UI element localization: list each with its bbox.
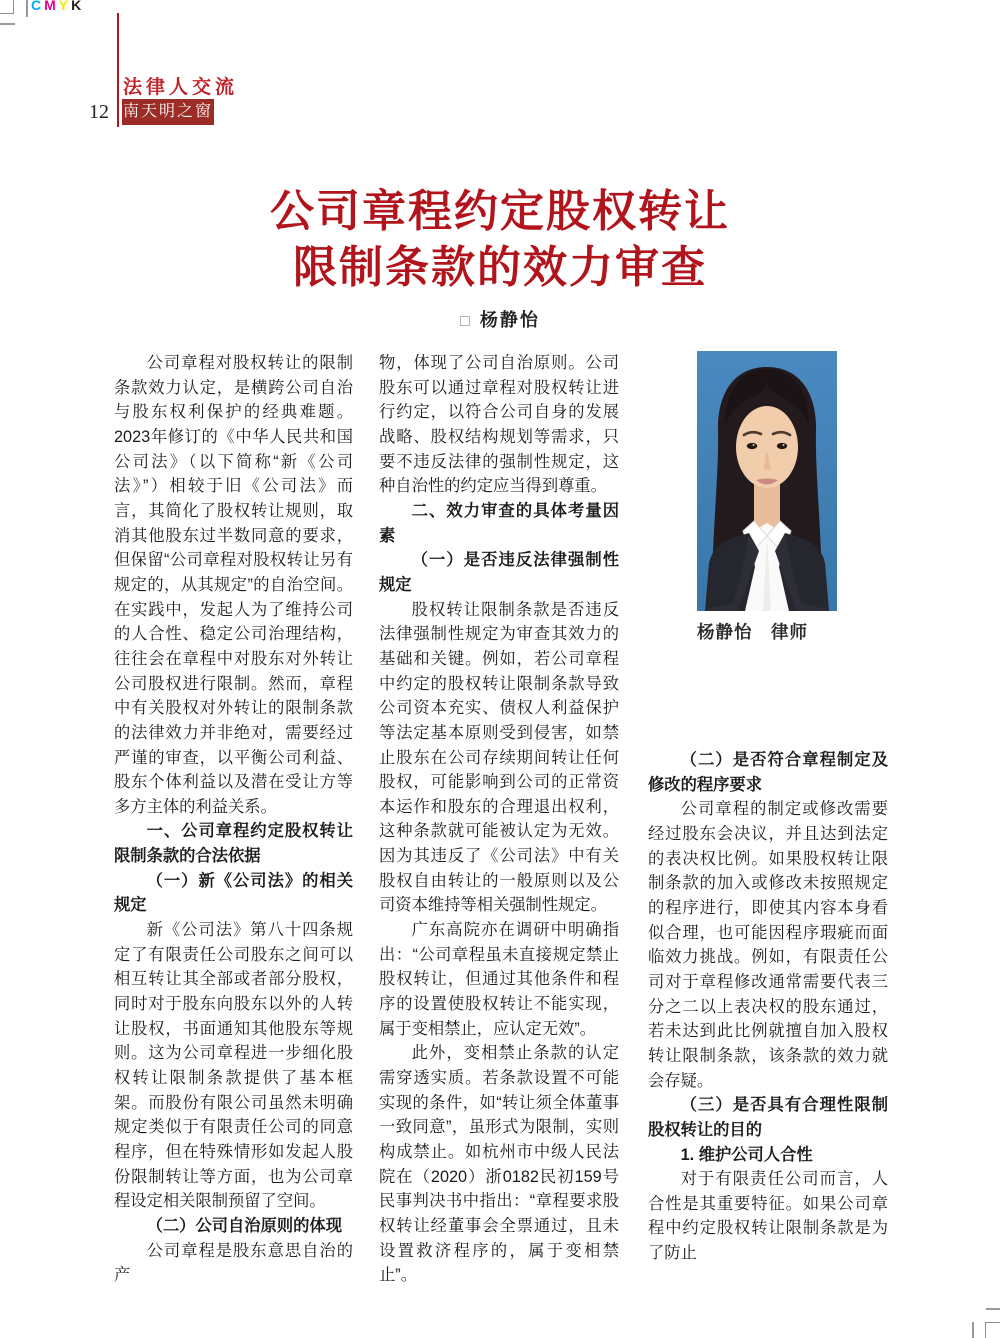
paragraph: 公司章程是股东意思自治的产 xyxy=(114,1241,353,1285)
numbered-sub-heading: 1. 维护公司人合性 xyxy=(680,1145,813,1164)
article-title xyxy=(100,184,900,296)
article-title-line1: 公司章程约定股权转让 xyxy=(270,187,730,236)
crop-line-top-left-horizontal xyxy=(0,23,15,25)
paragraph-continuation: 物，体现了公司自治原则。公司股东可以通过章程对股权转让进行约定，以符合公司自身的发展战略、股权结构规划等需求，只要不违反法律的强制性规定，这种自治性的约定应当得到尊重。 xyxy=(379,354,619,496)
article-title-line2: 限制条款的效力审查 xyxy=(293,243,707,292)
cmyk-print-marks xyxy=(31,0,84,13)
paragraph: 广东高院亦在调研中明确指出：“公司章程虽未直接规定禁止股权转让，但通过其他条件和程序的设置使股权转让不能实现，属于变相禁止，应认定无效”。 xyxy=(379,921,619,1038)
paragraph: 公司章程对股权转让的限制条款效力认定，是横跨公司自治与股东权利保护的经典难题。2023年修订的《中华人民共和国公司法》（以下简称“新《公司法》”）相较于旧《公司法》而言，其简化了股权转让规则，取消其他股东过半数同意的要求，但保留“公司章程对股权转让另有规定的，从其规定”的自治空间。在实践中，发起人为了维持公司的人合性、稳定公司治理结构，往往会在章程中对股东对外转让公司股权进行限制。然而，章程中有关股权对外转让的限制条款的法律效力并非绝对，需要经过严谨的审查，以平衡公司利益、股东个体利益以及潜在受让方等多方主体的利益关系。 xyxy=(114,354,353,816)
author-portrait-photo xyxy=(697,351,837,611)
author-name: 杨静怡 xyxy=(479,310,540,330)
masthead-red-rule xyxy=(117,13,119,127)
sub-heading: （三）是否具有合理性限制股权转让的目的 xyxy=(648,1096,888,1139)
paragraph: 此外，变相禁止条款的认定需穿透实质。若条款设置不可能实现的条件，如“转让须全体董事一致同意”，虽形式为限制，实则构成禁止。如杭州市中级人民法院在（2020）浙0182民初159号民事判决书中指出：“章程要求股权转让经董事会全票通过，且未设置救济程序的，属于变相禁止”。 xyxy=(379,1044,619,1285)
paragraph: 公司章程的制定或修改需要经过股东会决议，并且达到法定的表决权比例。如果股权转让限制条款的加入或修改未按照规定的程序进行，即使其内容本身看似合理，也可能因程序瑕疵而面临效力挑战。例如，有限责任公司对于章程修改通常需要代表三分之二以上表决权的股东通过，若未达到此比例就擅自加入股权转让限制条款，该条款的效力就会存疑。 xyxy=(648,800,888,1090)
sub-heading: （一）新《公司法》的相关规定 xyxy=(114,871,353,915)
crop-line-bottom-right-horizontal xyxy=(986,1308,1000,1310)
cmyk-c: C xyxy=(31,0,45,13)
cmyk-k: K xyxy=(71,0,85,13)
text-column-1 xyxy=(114,351,353,1288)
cmyk-y: Y xyxy=(58,0,72,13)
section-label: 法律人交流 xyxy=(123,77,239,98)
photo-caption: 杨静怡 律师 xyxy=(697,622,808,642)
paragraph: 对于有限责任公司而言，人合性是其重要特征。如果公司章程中约定股权转让限制条款是为了防止 xyxy=(648,1170,888,1263)
byline-square-marker: □ xyxy=(460,313,470,330)
crop-line-top-left-vertical xyxy=(26,0,28,17)
column-badge: 南天明之窗 xyxy=(122,99,214,125)
paragraph: 股权转让限制条款是否违反法律强制性规定为审查其效力的基础和关键。例如，若公司章程中约定的股权转让限制条款导致公司资本充实、债权人利益保护等法定基本原则受到侵害，如禁止股东在公司存续期间转让任何股权，可能影响到公司的正常资本运作和股东的合理退出权利，这种条款就可能被认定为无效。因为其违反了《公司法》中有关股权自由转让的一般原则以及公司资本维持等相关强制性规定。 xyxy=(379,600,619,915)
page-number: 12 xyxy=(89,101,109,123)
cmyk-m: M xyxy=(44,0,59,13)
section-heading: 一、公司章程约定股权转让限制条款的合法依据 xyxy=(114,822,353,866)
sub-heading: （一）是否违反法律强制性规定 xyxy=(379,551,619,594)
sub-heading: （二）是否符合章程制定及修改的程序要求 xyxy=(648,751,888,794)
crop-corner-mark-top-left xyxy=(0,0,14,14)
portrait-photo-illustration xyxy=(697,351,837,611)
text-column-3 xyxy=(648,748,888,1266)
section-heading: 二、效力审查的具体考量因素 xyxy=(379,501,619,545)
sub-heading: （二）公司自治原则的体现 xyxy=(146,1216,342,1235)
byline xyxy=(100,306,900,332)
crop-line-bottom-right-vertical xyxy=(972,1322,974,1338)
text-column-2 xyxy=(379,351,619,1288)
crop-corner-mark-bottom-right xyxy=(985,1322,1000,1338)
paragraph: 新《公司法》第八十四条规定了有限责任公司股东之间可以相互转让其全部或者部分股权，同时对于股东向股东以外的人转让股权，书面通知其他股东等规则。这为公司章程进一步细化股权转让限制条款提供了基本框架。而股份有限公司虽然未明确规定类似于有限责任公司的同意程序，但在特殊情形如发起人股份限制转让等方面，也为公司章程设定相关限制预留了空间。 xyxy=(114,921,353,1211)
